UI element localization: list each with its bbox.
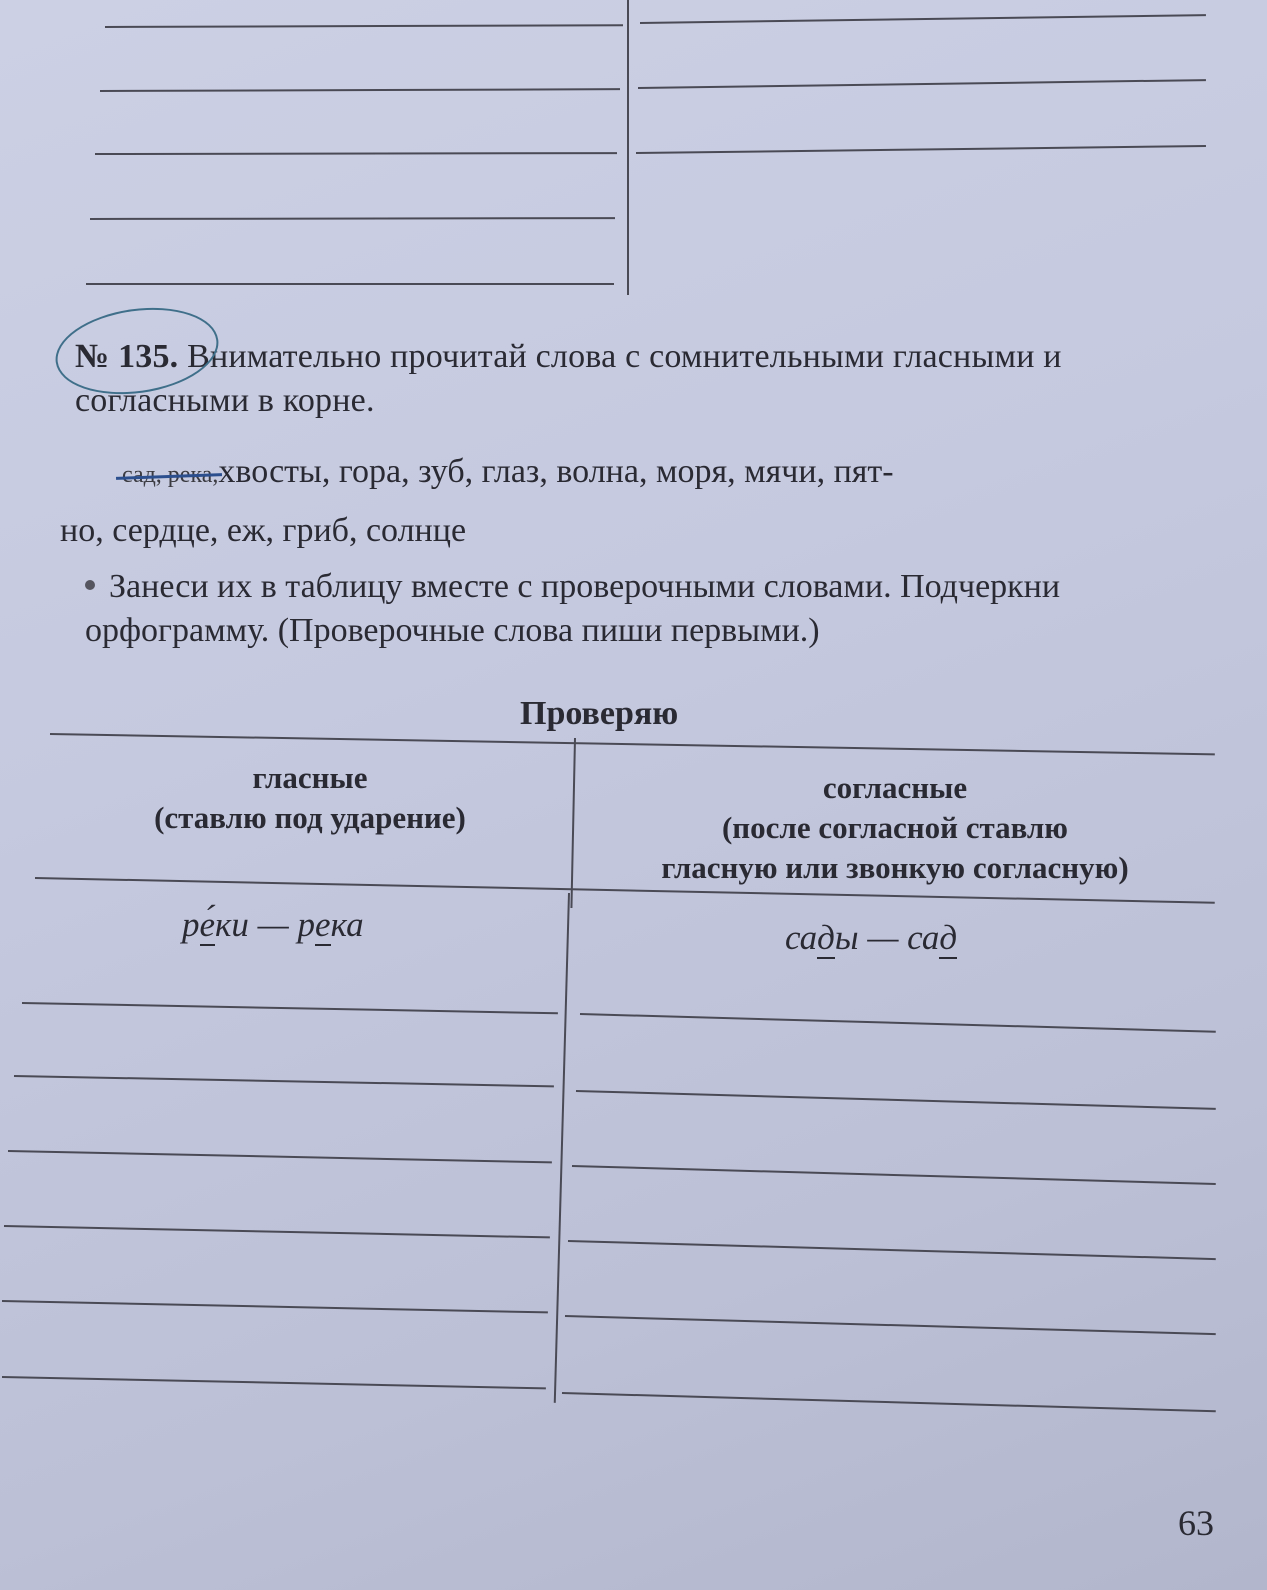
answer-line [2,1300,548,1313]
writing-line [86,283,614,285]
column-header-consonants-note1: (после согласной ставлю [721,810,1068,845]
instruction-text: Занеси их в таблицу вместе с проверочными словами. Подчеркни орфограмму. (Проверочные слова пиши первыми.) [85,568,1061,649]
word-list [60,444,1220,559]
example-underlined: е́ [199,905,216,944]
example-text: са [785,918,818,957]
example-text: ка [330,905,364,944]
answer-line [580,1013,1216,1033]
writing-line [638,79,1206,89]
example-underlined: д [939,918,958,957]
answer-line [576,1090,1216,1110]
writing-line [90,217,615,220]
word-list-line2: но, сердце, еж, гриб, солнце [60,512,467,549]
answer-line [572,1165,1216,1185]
example-underlined: е [315,905,331,944]
table-top-line [50,733,1215,755]
writing-line [640,14,1206,24]
answer-line [14,1075,554,1087]
example-text: ки — р [215,905,316,944]
example-text: ы — са [834,918,940,957]
table-column-divider [570,738,576,908]
column-header-vowels [110,758,510,838]
writing-line [100,88,620,92]
word-list-line1: хвосты, гора, зуб, глаз, волна, моря, мячи, пят- [218,453,894,490]
answer-line [22,1002,558,1014]
table-column-divider-lower [554,893,570,1403]
task-number [75,335,178,379]
writing-line [95,152,617,155]
writing-line [636,145,1206,154]
writing-line [105,24,623,28]
example-consonants [785,918,957,958]
column-header-consonants-title: согласные [822,770,968,805]
instruction [85,565,1225,653]
column-header-consonants-note2: гласную или звонкую согласную) [661,850,1129,885]
task-text: Внимательно прочитай слова с сомнительными гласными и согласными в корне. [75,338,1062,419]
column-header-vowels-title: гласные [252,760,368,795]
task-header [75,335,1225,423]
page-number: 63 [1178,1503,1214,1543]
example-underlined: д [817,918,835,957]
answer-line [565,1315,1216,1335]
example-vowels [182,905,364,945]
top-writing-grid [0,0,1267,300]
answer-line [2,1376,546,1389]
task-number-label: № 135. [75,338,179,375]
struck-words: сад, река, [122,447,218,503]
answer-line [4,1225,550,1238]
column-header-consonants [590,768,1200,888]
bullet-icon [85,580,95,590]
answer-line [8,1150,552,1163]
example-text: р [182,905,200,944]
answer-line [562,1392,1216,1412]
grid-divider [627,0,629,295]
column-header-vowels-note: (ставлю под ударение) [154,800,466,835]
table-title: Проверяю [520,695,679,732]
answer-line [568,1240,1216,1260]
